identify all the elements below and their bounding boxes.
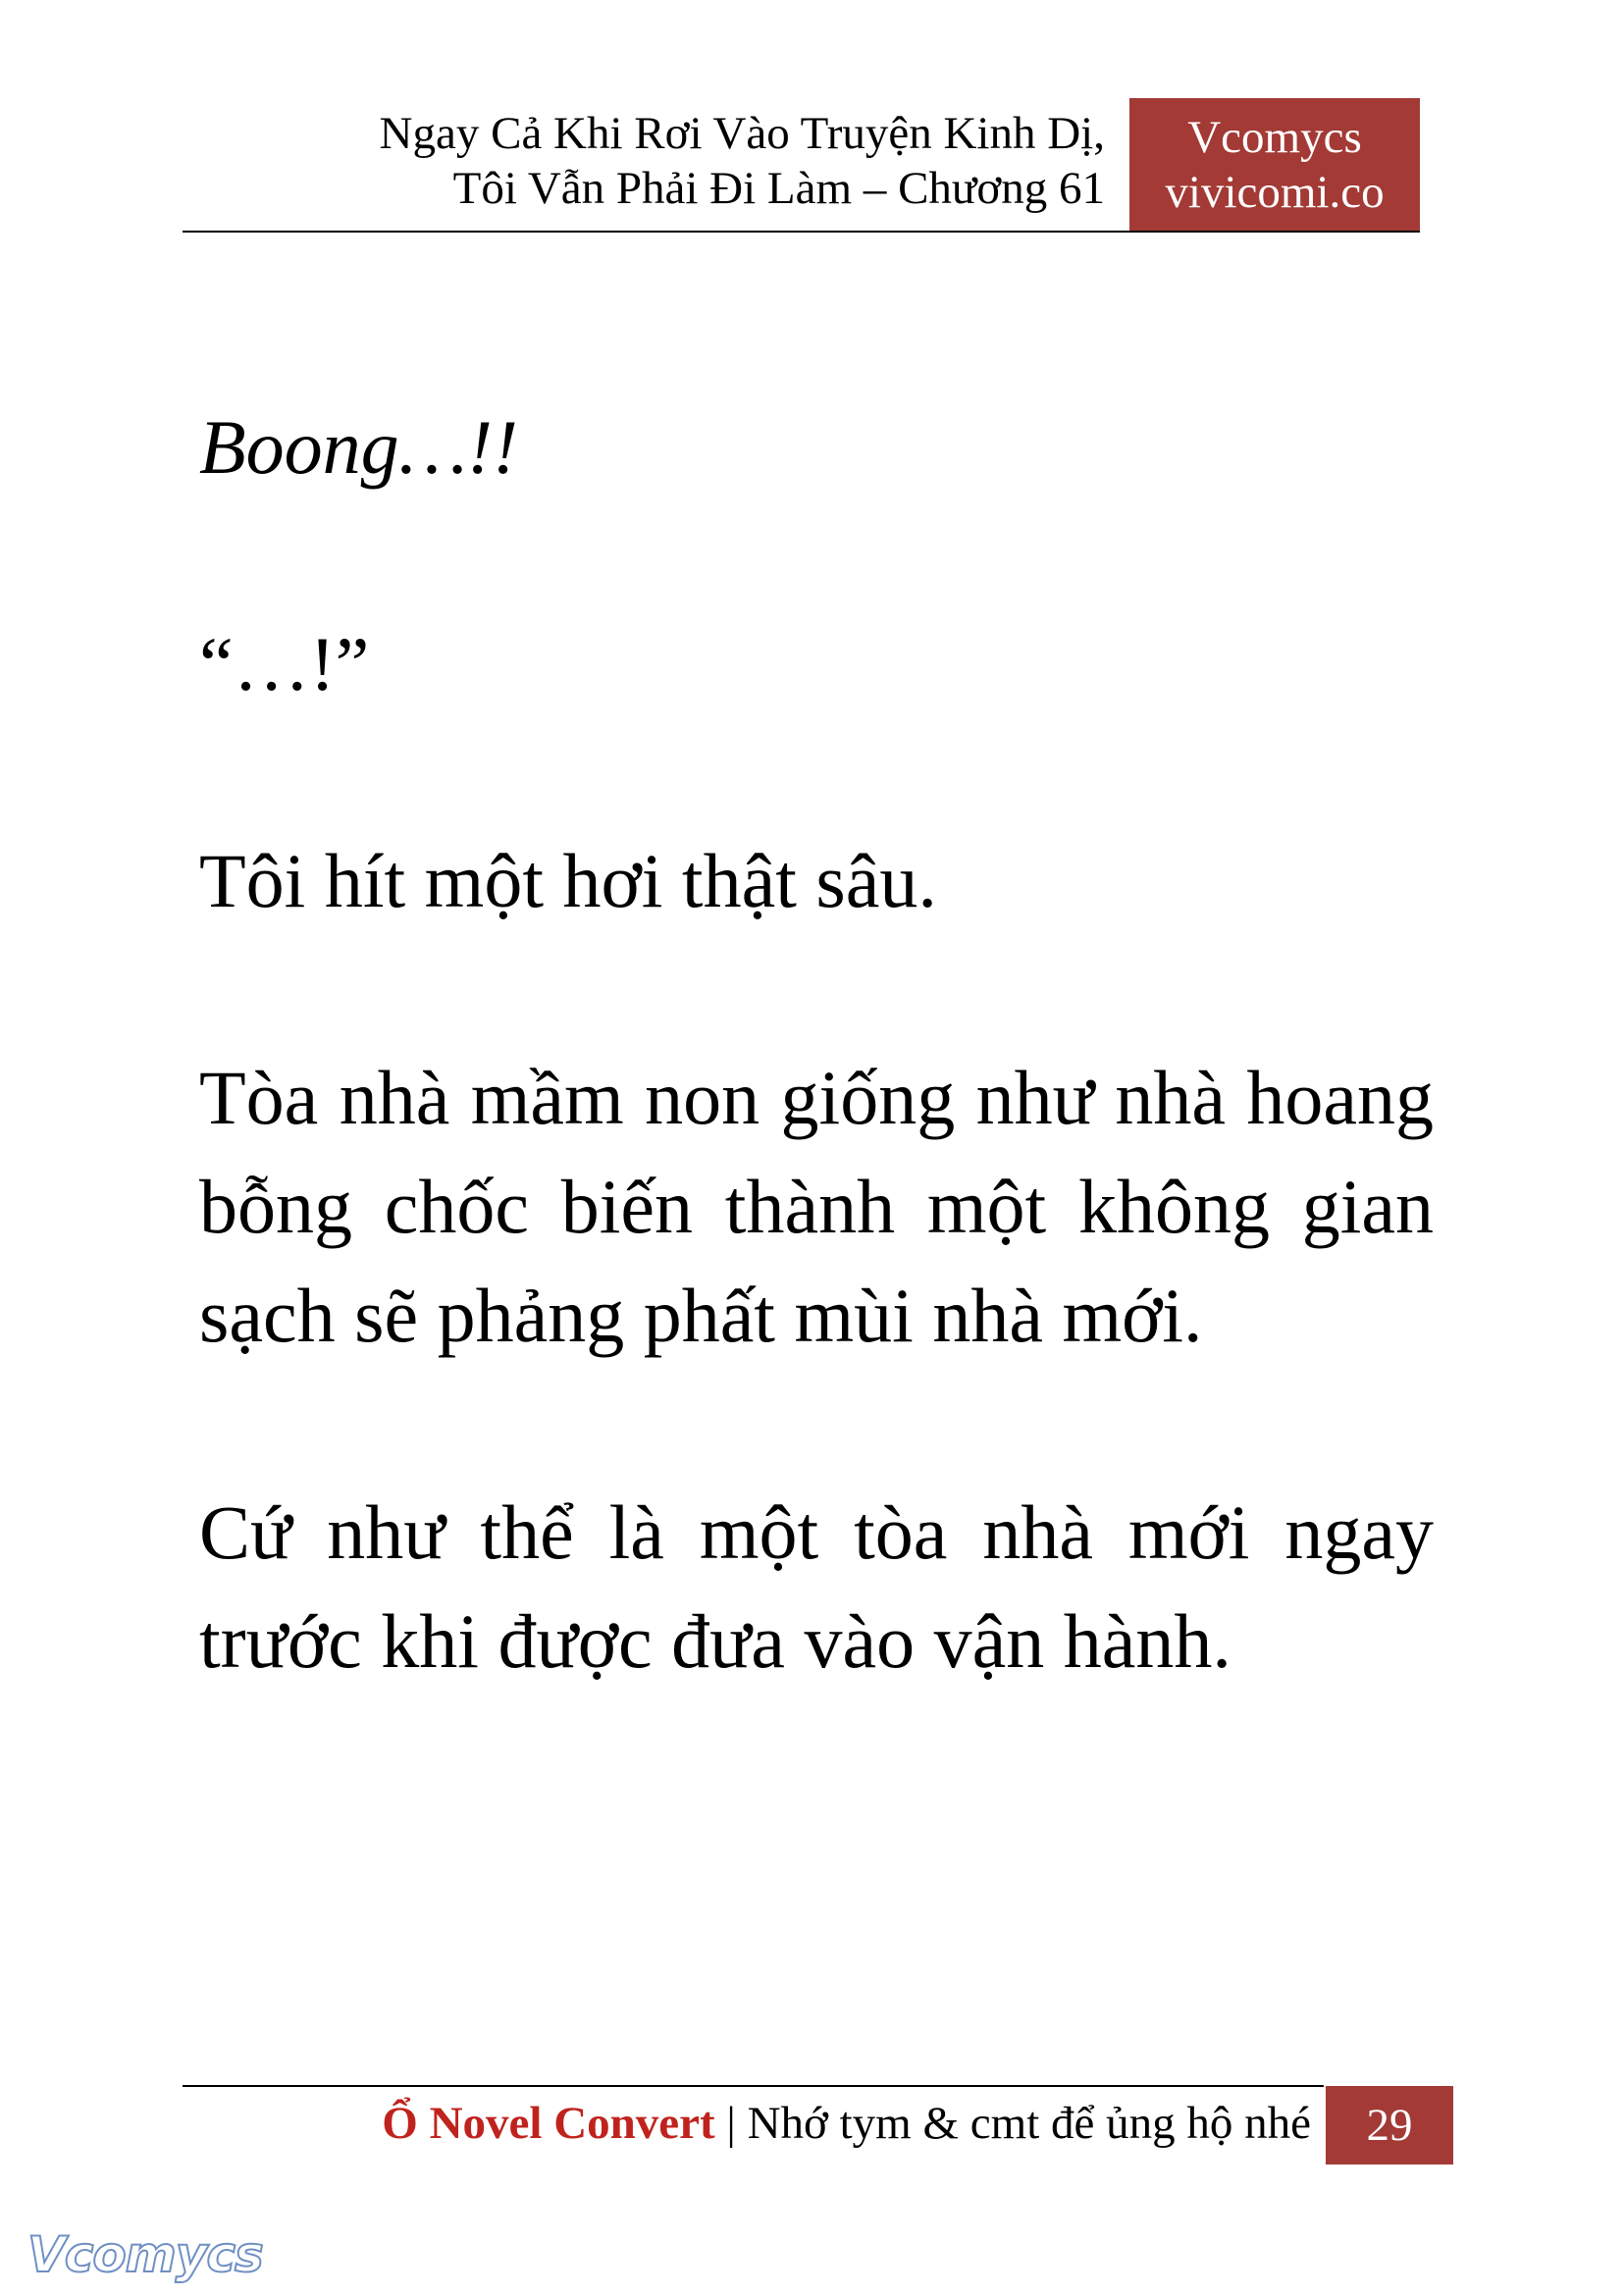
running-header-title	[183, 106, 1105, 216]
page-number: 29	[1326, 2086, 1453, 2165]
footer-separator: |	[714, 2098, 748, 2149]
header-brand-site: vivicomi.co	[1165, 167, 1385, 218]
paragraph: Tòa nhà mầm non giống như nhà hoang bỗng chốc biến thành một không gian sạch sẽ phảng phất mùi nhà mới.	[199, 1055, 1434, 1358]
paragraph: Tôi hít một hơi thật sâu.	[199, 838, 937, 923]
paragraph: Cứ như thể là một tòa nhà mới ngay trước khi được đưa vào vận hành.	[199, 1489, 1434, 1684]
header-brand-box	[1129, 98, 1420, 232]
paragraph-sound-effect: Boong…!!	[199, 404, 518, 490]
footer-brand: Ổ Novel Convert	[382, 2098, 715, 2149]
header-brand-name: Vcomycs	[1187, 112, 1362, 163]
paragraph-exclamation: “…!”	[199, 621, 370, 706]
header-title-line-2: Tôi Vẫn Phải Đi Làm – Chương 61	[452, 163, 1105, 214]
chapter-body	[199, 392, 1434, 1803]
footer-line	[183, 2093, 1311, 2154]
footer-divider	[183, 2085, 1324, 2087]
header-divider	[183, 231, 1420, 233]
header-title-line-1: Ngay Cả Khi Rơi Vào Truyện Kinh Dị,	[379, 108, 1105, 159]
watermark-logo: Vcomycs	[27, 2226, 263, 2283]
footer-note: Nhớ tym & cmt để ủng hộ nhé	[747, 2098, 1311, 2149]
